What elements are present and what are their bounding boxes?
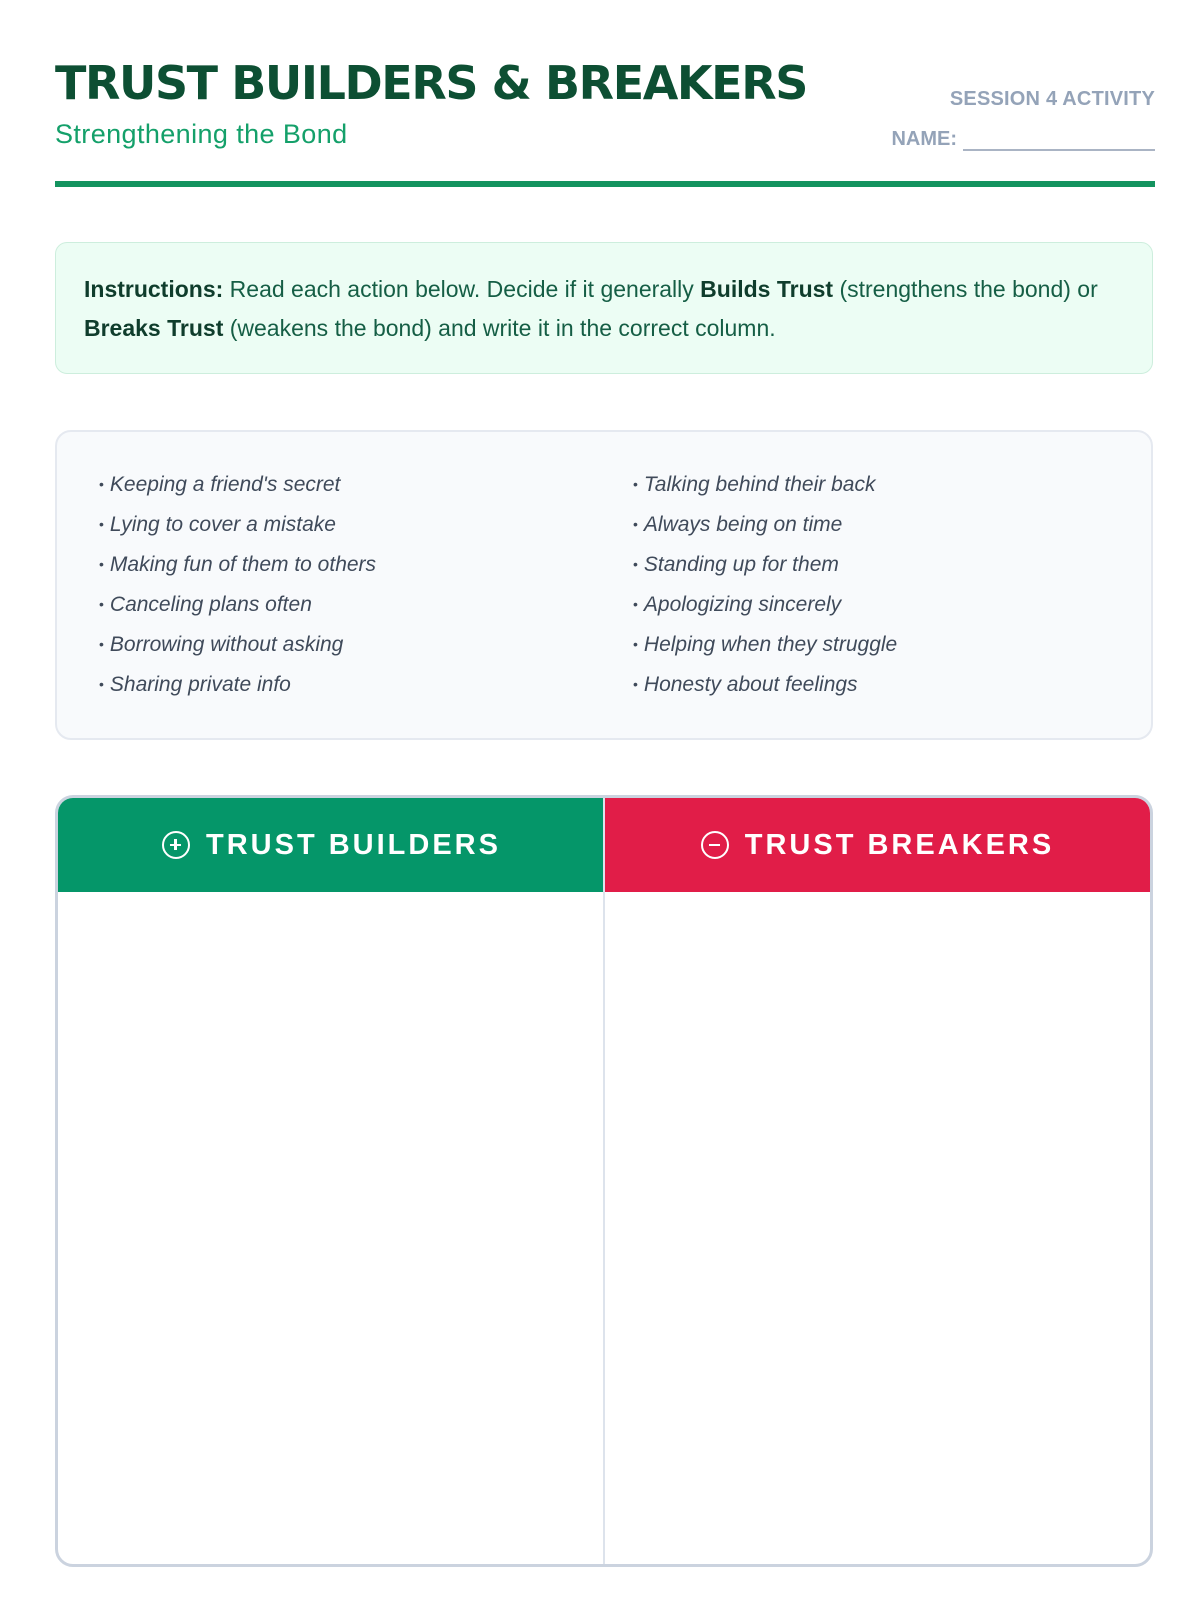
trust-builders-header [58,798,605,892]
trust-breakers-label: TRUST BREAKERS [744,828,1055,861]
word-bank-item: • Apologizing sincerely [633,590,897,630]
word-bank-item: • Canceling plans often [99,590,376,630]
word-bank-item: • Making fun of them to others [99,550,376,590]
instructions-text-3: (weakens the bond) and write it in the correct column. [223,315,776,341]
word-bank-column-right [633,470,897,710]
session-label: SESSION 4 ACTIVITY [949,88,1155,110]
word-bank-item: • Helping when they struggle [633,630,897,670]
sorting-table [55,795,1153,1567]
word-bank-item: • Borrowing without asking [99,630,376,670]
word-bank-item: • Always being on time [633,510,897,550]
worksheet-page [55,0,1155,1600]
header-divider [55,181,1155,187]
word-bank-item: • Honesty about feelings [633,670,897,710]
word-bank-item: • Keeping a friend's secret [99,470,376,510]
worksheet-header [55,0,1155,190]
page-title: TRUST BUILDERS & BREAKERS [55,56,807,110]
word-bank [55,430,1153,740]
instructions-builds-term: Builds Trust [700,276,834,302]
column-divider [603,798,605,1567]
word-bank-item: • Sharing private info [99,670,376,710]
name-field [891,128,1155,151]
trust-builders-label: TRUST BUILDERS [206,828,501,861]
trust-breakers-writing-area[interactable] [605,892,1150,1567]
name-label: NAME: [891,128,957,150]
instructions-text-1: Read each action below. Decide if it generally [223,276,701,302]
word-bank-column-left [99,470,376,710]
plus-circle-icon [162,831,190,859]
word-bank-item: • Lying to cover a mistake [99,510,376,550]
page-subtitle: Strengthening the Bond [55,119,348,149]
instructions-text-2: (strengthens the bond) or [833,276,1098,302]
instructions-lead: Instructions: [84,276,224,302]
name-blank-line [963,129,1155,151]
minus-circle-icon [701,831,729,859]
word-bank-item: • Standing up for them [633,550,897,590]
instructions-breaks-term: Breaks Trust [84,315,224,341]
word-bank-item: • Talking behind their back [633,470,897,510]
trust-builders-writing-area[interactable] [58,892,605,1567]
trust-breakers-header [605,798,1150,892]
instructions-box [55,242,1153,374]
